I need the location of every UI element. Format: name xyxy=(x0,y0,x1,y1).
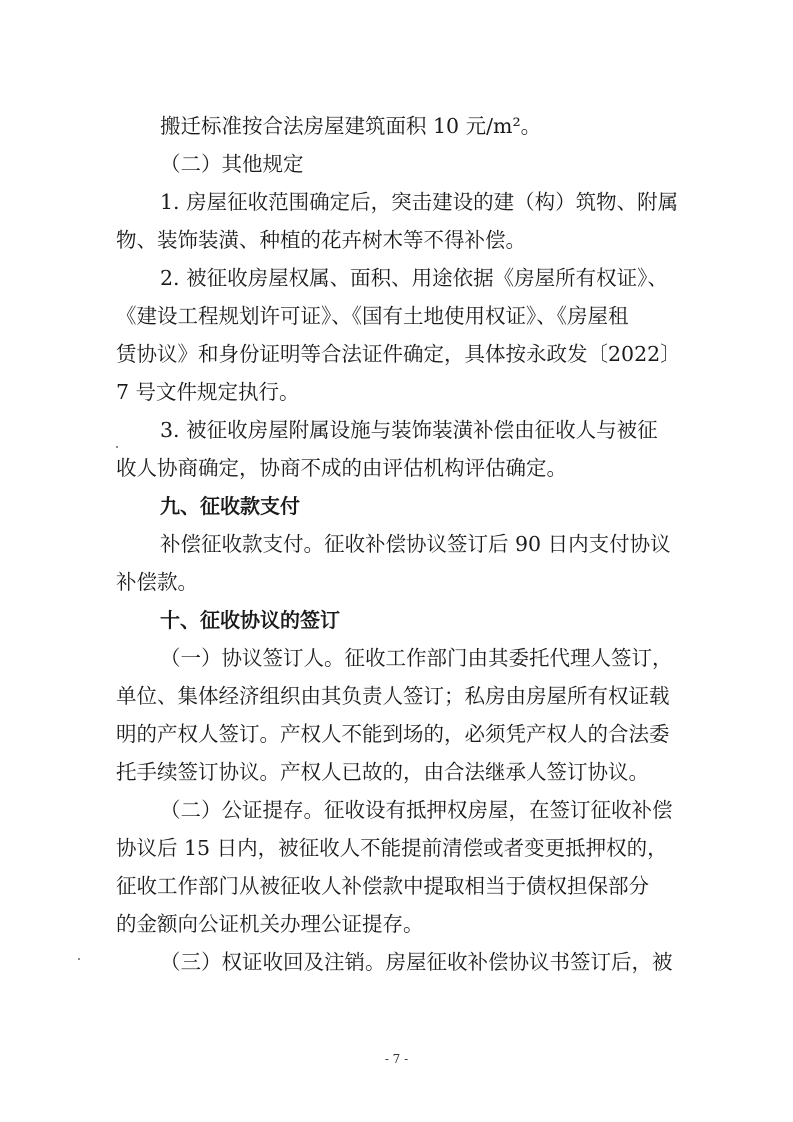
body-line: 托手续签订协议。产权人已故的，由合法继承人签订协议。 xyxy=(116,760,649,784)
section-heading: 十、征收协议的签订 xyxy=(160,608,340,632)
body-line: 3. 被征收房屋附属设施与装饰装潢补偿由征收人与被征 xyxy=(160,418,658,442)
body-line: 赁协议》和身份证明等合法证件确定，具体按永政发〔2022〕 xyxy=(116,342,681,366)
scan-speck xyxy=(78,958,80,960)
body-line: 搬迁标准按合法房屋建筑面积 10 元/m²。 xyxy=(160,114,542,138)
body-line: 2. 被征收房屋权属、面积、用途依据《房屋所有权证》、 xyxy=(160,266,668,290)
body-line: （三）权证收回及注销。房屋征收补偿协议书签订后，被 xyxy=(160,950,673,974)
scan-speck xyxy=(116,446,118,448)
body-line: 物、装饰装潢、种植的花卉树木等不得补偿。 xyxy=(116,228,526,252)
body-line: 《建设工程规划许可证》、《国有土地使用权证》、《房屋租 xyxy=(116,304,629,328)
body-line: 明的产权人签订。产权人不能到场的，必须凭产权人的合法委 xyxy=(116,722,670,746)
subheading: （二）其他规定 xyxy=(160,152,304,176)
body-line: 征收工作部门从被征收人补偿款中提取相当于债权担保部分 xyxy=(116,874,649,898)
body-line: 单位、集体经济组织由其负责人签订；私房由房屋所有权证载 xyxy=(116,684,670,708)
page-number: - 7 - xyxy=(384,1052,409,1066)
section-heading: 九、征收款支付 xyxy=(160,494,300,518)
body-line: 的金额向公证机关办理公证提存。 xyxy=(116,912,424,936)
body-line: 协议后 15 日内，被征收人不能提前清偿或者变更抵押权的， xyxy=(116,836,668,860)
body-line: 1. 房屋征收范围确定后，突击建设的建（构）筑物、附属 xyxy=(160,190,679,214)
body-line: 收人协商确定，协商不成的由评估机构评估确定。 xyxy=(116,456,567,480)
body-line: 补偿征收款支付。征收补偿协议签订后 90 日内支付协议 xyxy=(160,532,671,556)
body-line: （二）公证提存。征收设有抵押权房屋，在签订征收补偿 xyxy=(160,798,673,822)
body-line: 补偿款。 xyxy=(116,570,198,594)
body-line: （一）协议签订人。征收工作部门由其委托代理人签订， xyxy=(160,646,673,670)
body-line: 7 号文件规定执行。 xyxy=(116,380,300,404)
